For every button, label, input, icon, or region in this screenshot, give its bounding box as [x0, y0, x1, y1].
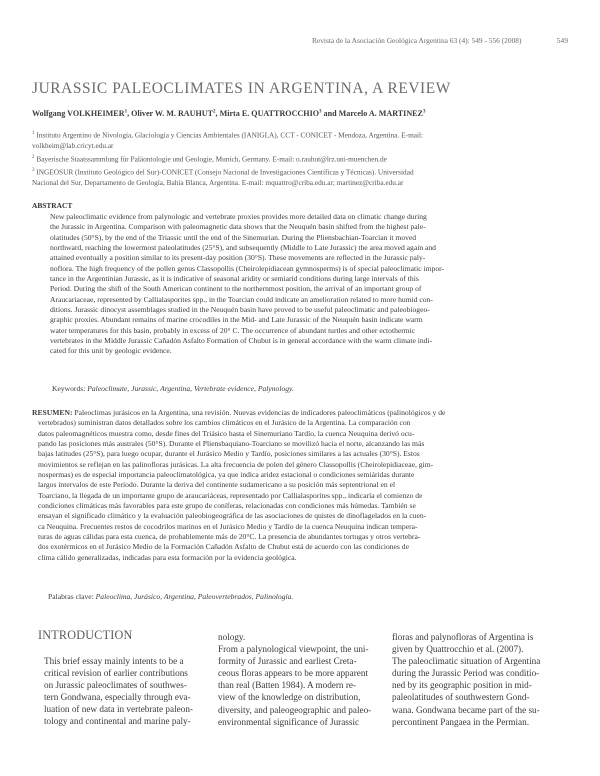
journal-citation: Revista de la Asociación Geológica Argentina 63 (4): 549 - 556 (2008) — [312, 36, 522, 45]
author-name: Wolfgang VOLKHEIMER — [32, 109, 125, 118]
body-line: ned by its geographic position in mid- — [392, 680, 532, 691]
resumen-body — [32, 408, 570, 563]
introduction-heading: INTRODUCTION — [38, 628, 133, 642]
body-line: This brief essay mainly intents to be a — [44, 656, 184, 666]
body-line: diversity, and paleogeographic and paleo- — [218, 704, 372, 715]
keywords — [52, 384, 570, 393]
resumen-line: ca Neuquina. Frecuentes restos de cocodrilos marinos en el Jurásico Medio y Tardío de la cuenca Neuquina indican tempera- — [38, 521, 418, 531]
body-line: environmental significance of Jurassic — [218, 716, 360, 727]
affiliation-line: volkheim@lab.cricyt.edu.ar — [32, 140, 114, 150]
body-line: tology and continental and marine paly- — [44, 716, 191, 727]
affiliation-line: Instituto Argentino de Nivología, Glaciología y Ciencias Ambientales (IANIGLA), CCT - CONICET - Mendoza, Argentina. E-mail: — [36, 130, 424, 140]
resumen-line: dos exotérmicos en el Jurásico Medio de la Formación Cañadón Asfalto de Chubut está de acuerdo con las condiciones de — [38, 542, 409, 552]
body-line: critical revision of earlier contributions — [44, 668, 188, 679]
body-line: tern Gondwana, especially through eva- — [44, 692, 191, 703]
abstract-line: water temperatures for this basin, probably in excess of 20° C. The occurrence of abundant turtles and other ectothermic — [50, 325, 416, 335]
resumen-line: vertebrados) suministran datos detallados sobre los cambios climáticos en el Jurásico de la Argentina. La comparación con — [38, 418, 411, 428]
affiliation-2 — [32, 153, 572, 165]
author-name: Oliver W. M. RAUHUT — [131, 109, 214, 118]
page-number: 549 — [556, 36, 568, 45]
abstract-line: attained eventually a position similar to its present-day position (30°S). These movements are reflected in the Jurassic paly- — [50, 253, 426, 263]
author-affiliation-mark: 2 — [213, 109, 216, 115]
resumen-line: clima cálido generalizadas, indicadas para esta formación por la evidencia geológica. — [38, 552, 297, 562]
body-line: percontinent Pangaea in the Permian. — [392, 716, 530, 727]
running-header — [312, 36, 568, 45]
author-conjunction: and — [321, 109, 339, 118]
keywords-label: Keywords: — [52, 384, 86, 393]
resumen-line: Toarciano, la llegada de un importante grupo de araucariáceas, representado por Callialasporites spp., indicaría el comienzo de — [38, 490, 423, 500]
resumen-line: ensayan el significado climático y la evaluación paleobiogeográfica de las asociaciones de quistes de dinoflagelados en la cuen- — [38, 511, 427, 521]
resumen-line: turas de aguas cálidas para esta cuenca, de probablemente más de 20°C. La presencia de abundantes tortugas y otros vertebra- — [38, 532, 421, 542]
author-affiliation-mark: 3 — [422, 109, 426, 115]
author-name: Marcelo A. MARTINEZ — [338, 109, 423, 118]
resumen-line: condiciones climáticas más favorables para este grupo de coníferas, relacionadas con condiciones más húmedas. También se — [38, 501, 416, 511]
body-line: than real (Batten 1984). A modern re- — [218, 680, 357, 691]
affiliation-mark: 3 — [32, 168, 35, 173]
palabras-label: Palabras clave: — [48, 592, 94, 601]
author-affiliation-mark: 3 — [319, 109, 322, 115]
affiliation-mark: 1 — [32, 131, 35, 136]
abstract-body — [50, 212, 568, 357]
resumen-line: pando las posiciones más australes (50°S). Durante el Pliensbaquiano-Toarciano se movilizó hacia el norte, alcanzando las más — [38, 439, 425, 449]
resumen-label: RESUMEN: — [32, 408, 73, 417]
abstract-line: noflora. The high frequency of the pollen genus Classopollis (Cheirolepidiacean gymnosperms) is of special paleoclimatic impor- — [50, 263, 445, 273]
affiliation-line: INGEOSUR (Instituto Geológico del Sur)-CONICET (Consejo Nacional de Investigaciones Científicas y Técnicas). Universidad — [36, 167, 414, 177]
body-line: floras and palynofloras of Argentina is — [392, 632, 534, 642]
body-line: view of the knowledge on distribution, — [218, 692, 361, 703]
body-line: paleolatitudes of southwestern Gond- — [392, 692, 530, 703]
abstract-line: vertebrates in the Middle Jurassic Cañadón Asfalto Formation of Chubut is in general accordance with the warm climate indi- — [50, 336, 433, 346]
abstract-line: olatitudes (50°S), by the end of the Triassic until the end of the Sinemurian. During the Pliensbachian-Toarcian it moved — [50, 232, 417, 242]
body-column-2 — [218, 631, 378, 728]
abstract-heading: ABSTRACT — [32, 201, 73, 210]
resumen-line: datos paleomagnéticos muestra como, desde fines del Triásico hasta el Sinemuriano Tardío, la cuenca Neuquina derivó ocu- — [38, 428, 415, 438]
affiliation-line: Bayerische Staatssammlung für Paläontologie und Geologie, Munich, Germany. E-mail: o.rauhut@lrz.uni-muenchen.de — [36, 154, 387, 164]
author-separator: , — [127, 109, 132, 118]
abstract-line: graphic proxies. Abundant remains of marine crocodiles in the Mid- and Late Jurassic of the Neuquén basin indicate warm — [50, 315, 423, 325]
abstract-line: tance in the Argentinian Jurassic, as it is indicative of seasonal aridity or semiarid conditions during large intervals of this — [50, 274, 419, 284]
abstract-line: Period. During the shift of the South American continent to the northernmost position, the arrival of an important group of — [50, 284, 422, 294]
body-column-1 — [44, 655, 204, 728]
author-name: Mirta E. QUATTROCCHIO — [219, 109, 320, 118]
body-line: wana. Gondwana became part of the su- — [392, 704, 540, 715]
body-line: luation of new data in vertebrate paleon- — [44, 704, 193, 715]
resumen-line: movimientos se reflejan en las palinofloras jurásicas. La alta frecuencia de polen del género Classopollis (Cheirolepidiaceae, gim- — [38, 459, 434, 469]
resumen-line: bajas latitudes (25°S), para luego ocupar, durante el Jurásico Medio y Tardío, posiciones similares a las actuales (30°S). Estos — [38, 449, 420, 459]
body-line: on Jurassic paleoclimates of southwes- — [44, 680, 187, 691]
resumen-line: nospermas) es de especial importancia paleoclimatológica, ya que indica aridez estacional o condiciones semiáridas durante — [38, 470, 415, 480]
body-line: The paleoclimatic situation of Argentina — [392, 656, 541, 667]
body-line: From a palynological viewpoint, the uni- — [218, 644, 369, 655]
affiliation-3 — [32, 166, 572, 188]
body-line: ceous floras appears to be more apparent — [218, 668, 368, 679]
author-list — [32, 109, 572, 118]
body-line: formity of Jurassic and earliest Creta- — [218, 656, 357, 667]
palabras-clave — [48, 592, 566, 601]
affiliation-mark: 2 — [32, 155, 35, 160]
resumen-line: largos intervalos de este Período. Durante la deriva del continente sudamericano a su posición más septentrional en el — [38, 480, 396, 490]
abstract-line: New paleoclimatic evidence from palynologic and vertebrate proxies provides more detailed data on climatic change during — [50, 212, 427, 221]
abstract-line: northward, reaching the lowermost paleolatitudes (25°S), and subsequently (Middle to Late Jurassic) the area moved again and — [50, 243, 436, 253]
affiliation-1 — [32, 129, 572, 151]
body-line: nology. — [218, 632, 246, 642]
author-separator: , — [215, 109, 220, 118]
abstract-line: Araucariaceae, represented by Callialasporites spp., in the Toarcian could indicate an amelioration related to more humid con- — [50, 294, 433, 304]
abstract-line: cated for this unit by geologic evidence. — [50, 346, 172, 356]
affiliation-line: Nacional del Sur, Departamento de Geología, Bahía Blanca, Argentina. E-mail: mquattro@criba.edu.ar; martinez@criba.edu.ar — [32, 177, 404, 187]
palabras-text: Paleoclima, Jurásico, Argentina, Paleovertebrados, Palinología. — [95, 592, 294, 601]
body-column-3 — [392, 631, 568, 728]
author-affiliation-mark: 1 — [124, 109, 128, 115]
body-line: during the Jurassic Period was conditio- — [392, 668, 540, 679]
keywords-text: Paleoclimate, Jurassic, Argentina, Vertebrate evidence, Palynology. — [87, 384, 294, 393]
body-line: given by Quattrocchio et al. (2007). — [392, 644, 524, 655]
abstract-line: the Jurassic in Argentina. Comparison with paleomagnetic data shows that the Neuquén basin shifted from the highest pale- — [50, 222, 426, 232]
abstract-line: ditions. Jurassic dinocyst assemblages studied in the Neuquén basin have proved to be useful paleoclimatic and paleobiogeo- — [50, 305, 430, 315]
article-title: JURASSIC PALEOCLIMATES IN ARGENTINA, A REVIEW — [32, 80, 451, 97]
resumen-line: Paleoclimas jurásicos en la Argentina, una revisión. Nuevas evidencias de indicadores paleoclimáticos (palinológicos y de — [74, 408, 446, 417]
